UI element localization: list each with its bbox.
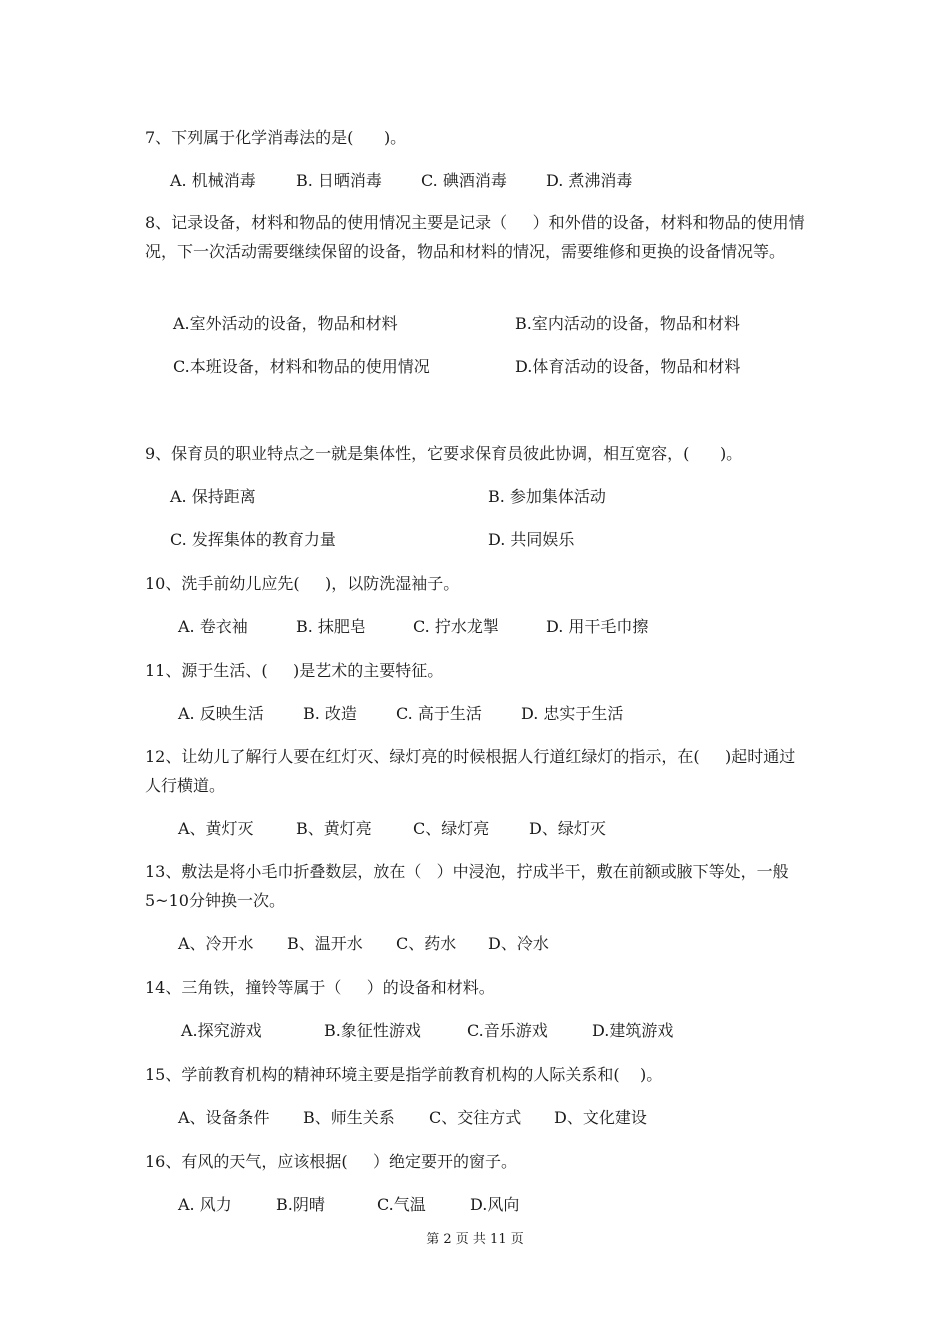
q10-option-d: D. 用干毛巾擦 — [546, 617, 649, 636]
q16-option-c: C.气温 — [377, 1195, 426, 1214]
question-15: 15、学前教育机构的精神环境主要是指学前教育机构的人际关系和( )。 — [145, 1065, 663, 1084]
q10-option-a: A. 卷衣袖 — [178, 617, 248, 636]
q11-option-a: A. 反映生活 — [178, 704, 264, 723]
q13-option-b: B、温开水 — [287, 934, 363, 953]
question-8: 8、记录设备，材料和物品的使用情况主要是记录（ ）和外借的设备，材料和物品的使用情况，下一次活动需要继续保留的设备，物品和材料的情况，需要维修和更换的设备情况等。 — [145, 213, 805, 261]
q15-option-c: C、交往方式 — [429, 1108, 522, 1127]
q15-option-a: A、设备条件 — [178, 1108, 270, 1127]
q14-option-d: D.建筑游戏 — [592, 1021, 674, 1040]
page-footer: 第 2 页 共 11 页 — [426, 1232, 524, 1247]
q8-option-d: D.体育活动的设备，物品和材料 — [515, 357, 741, 376]
q9-option-d: D. 共同娱乐 — [488, 530, 575, 549]
q11-option-c: C. 高于生活 — [396, 704, 482, 723]
q7-option-d: D. 煮沸消毒 — [546, 171, 633, 190]
q16-option-d: D.风向 — [470, 1195, 520, 1214]
q7-option-b: B. 日晒消毒 — [296, 171, 382, 190]
q12-option-a: A、黄灯灭 — [178, 819, 254, 838]
question-13: 13、敷法是将小毛巾折叠数层，放在（ ）中浸泡，拧成半干，敷在前额或腋下等处，一般5~10分钟换一次。 — [145, 862, 789, 910]
question-12: 12、让幼儿了解行人要在红灯灭、绿灯亮的时候根据人行道红绿灯的指示，在( )起时通过人行横道。 — [145, 747, 796, 795]
q12-option-b: B、黄灯亮 — [296, 819, 372, 838]
question-10: 10、洗手前幼儿应先( )，以防洗湿袖子。 — [145, 574, 460, 593]
q9-option-b: B. 参加集体活动 — [488, 487, 606, 506]
q14-option-a: A.探究游戏 — [181, 1021, 262, 1040]
q14-option-c: C.音乐游戏 — [467, 1021, 548, 1040]
q14-option-b: B.象征性游戏 — [324, 1021, 421, 1040]
question-14: 14、三角铁，撞铃等属于（ ）的设备和材料。 — [145, 978, 495, 997]
q13-option-a: A、冷开水 — [178, 934, 254, 953]
q11-option-d: D. 忠实于生活 — [521, 704, 624, 723]
q16-option-b: B.阴晴 — [276, 1195, 325, 1214]
q10-option-b: B. 抹肥皂 — [296, 617, 366, 636]
q13-option-c: C、药水 — [396, 934, 457, 953]
q7-option-c: C. 碘酒消毒 — [421, 171, 507, 190]
q12-option-d: D、绿灯灭 — [529, 819, 606, 838]
q8-option-c: C.本班设备，材料和物品的使用情况 — [173, 357, 430, 376]
q15-option-b: B、师生关系 — [303, 1108, 395, 1127]
question-16: 16、有风的天气，应该根据( ）绝定要开的窗子。 — [145, 1152, 518, 1171]
question-9: 9、保育员的职业特点之一就是集体性，它要求保育员彼此协调，相互宽容，( )。 — [145, 444, 743, 463]
q9-option-c: C. 发挥集体的教育力量 — [170, 530, 336, 549]
q8-option-a: A.室外活动的设备，物品和材料 — [173, 314, 398, 333]
question-7: 7、下列属于化学消毒法的是( )。 — [145, 128, 407, 147]
q16-option-a: A. 风力 — [178, 1195, 232, 1214]
q7-option-a: A. 机械消毒 — [170, 171, 256, 190]
q15-option-d: D、文化建设 — [554, 1108, 647, 1127]
q9-option-a: A. 保持距离 — [170, 487, 256, 506]
q11-option-b: B. 改造 — [303, 704, 357, 723]
q12-option-c: C、绿灯亮 — [413, 819, 490, 838]
q13-option-d: D、冷水 — [488, 934, 549, 953]
q8-option-b: B.室内活动的设备，物品和材料 — [515, 314, 740, 333]
q10-option-c: C. 拧水龙掣 — [413, 617, 499, 636]
question-11: 11、源于生活、( )是艺术的主要特征。 — [145, 661, 444, 680]
